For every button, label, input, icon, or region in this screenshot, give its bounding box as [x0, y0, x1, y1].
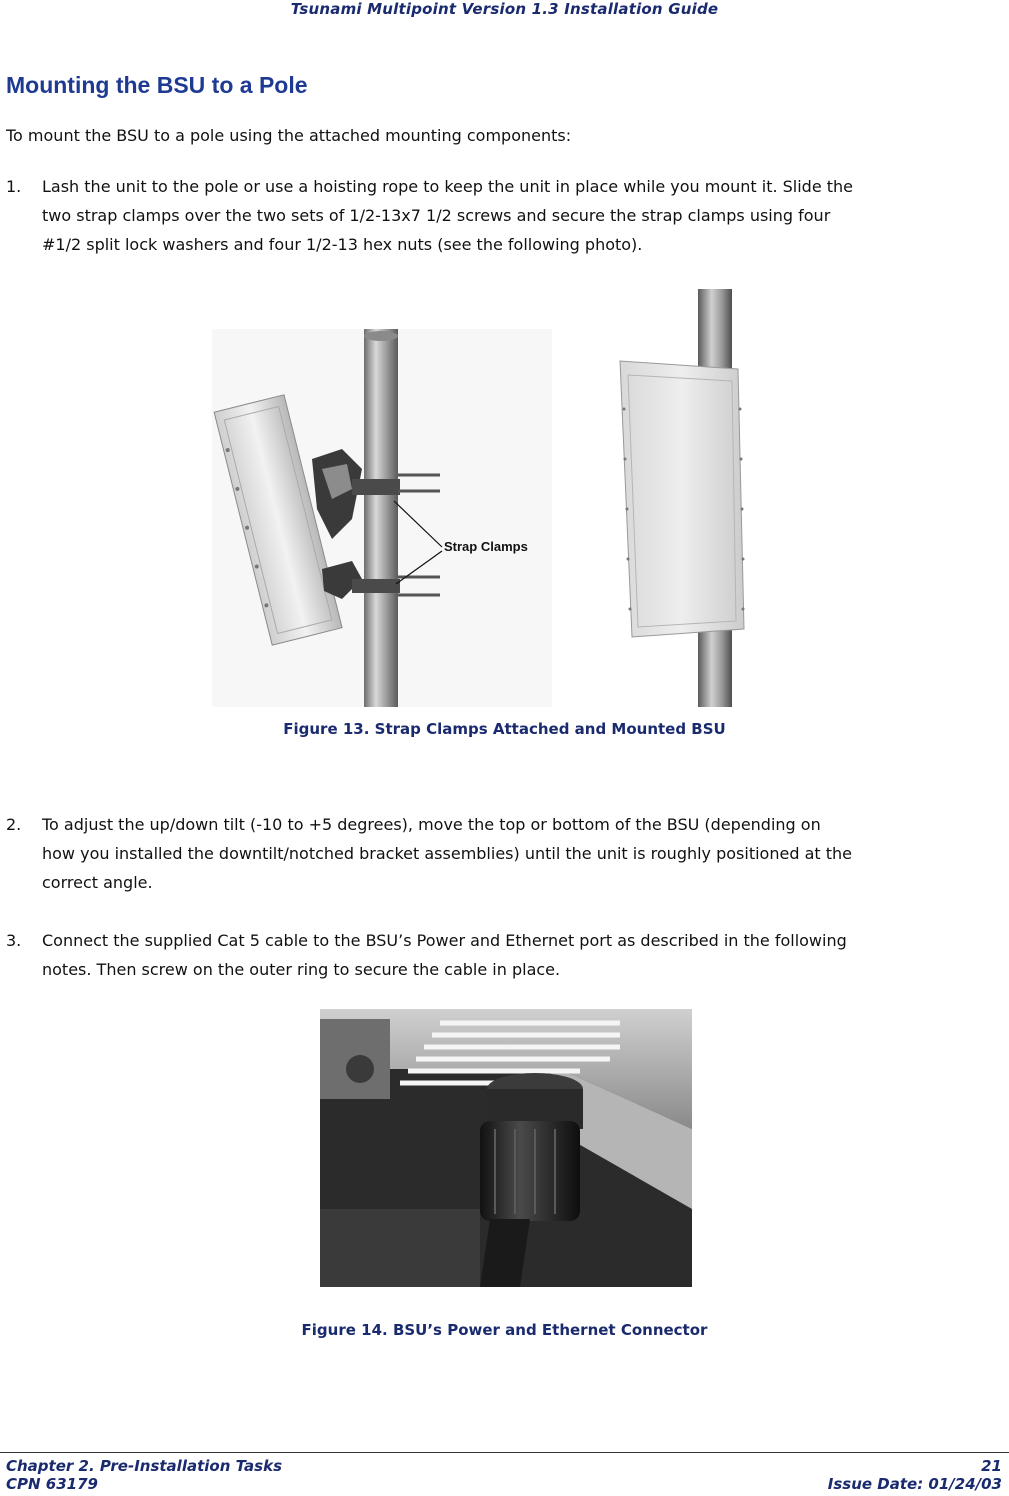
step-line: Lash the unit to the pole or use a hoisting rope to keep the unit in place while you mount it. Slide the	[42, 177, 854, 196]
figure-13-caption: Figure 13. Strap Clamps Attached and Mounted BSU	[283, 720, 726, 738]
connector-photo	[320, 1009, 692, 1287]
strap-clamps-photo	[212, 329, 552, 707]
mounted-bsu-photo	[612, 289, 752, 707]
step-line: notes. Then screw on the outer ring to secure the cable in place.	[42, 960, 561, 979]
section-title: Mounting the BSU to a Pole	[6, 72, 308, 98]
footer-page-number: 21	[981, 1457, 1002, 1475]
step-line: two strap clamps over the two sets of 1/2-13x7 1/2 screws and secure the strap clamps using four	[42, 206, 831, 225]
footer-chapter: Chapter 2. Pre-Installation Tasks	[6, 1457, 283, 1475]
running-header: Tsunami Multipoint Version 1.3 Installation Guide	[290, 0, 719, 18]
step-line: how you installed the downtilt/notched bracket assemblies) until the unit is roughly positioned at the	[42, 844, 852, 863]
step-number: 3.	[6, 931, 22, 950]
intro-paragraph: To mount the BSU to a pole using the attached mounting components:	[6, 126, 572, 145]
step-line: Connect the supplied Cat 5 cable to the BSU’s Power and Ethernet port as described in the following	[42, 931, 847, 950]
step-line: correct angle.	[42, 873, 153, 892]
footer-divider	[0, 1452, 1009, 1453]
step-line: To adjust the up/down tilt (-10 to +5 degrees), move the top or bottom of the BSU (depending on	[42, 815, 821, 834]
step-number: 1.	[6, 177, 22, 196]
figure-14-caption: Figure 14. BSU’s Power and Ethernet Connector	[301, 1321, 708, 1339]
step-number: 2.	[6, 815, 22, 834]
footer-row-2	[6, 1475, 1002, 1493]
footer-issue-date: Issue Date: 01/24/03	[827, 1475, 1002, 1493]
step-line: #1/2 split lock washers and four 1/2-13 hex nuts (see the following photo).	[42, 235, 643, 254]
strap-clamps-callout: Strap Clamps	[444, 539, 528, 554]
footer-cpn: CPN 63179	[6, 1475, 98, 1493]
footer-row-1	[6, 1457, 1002, 1475]
